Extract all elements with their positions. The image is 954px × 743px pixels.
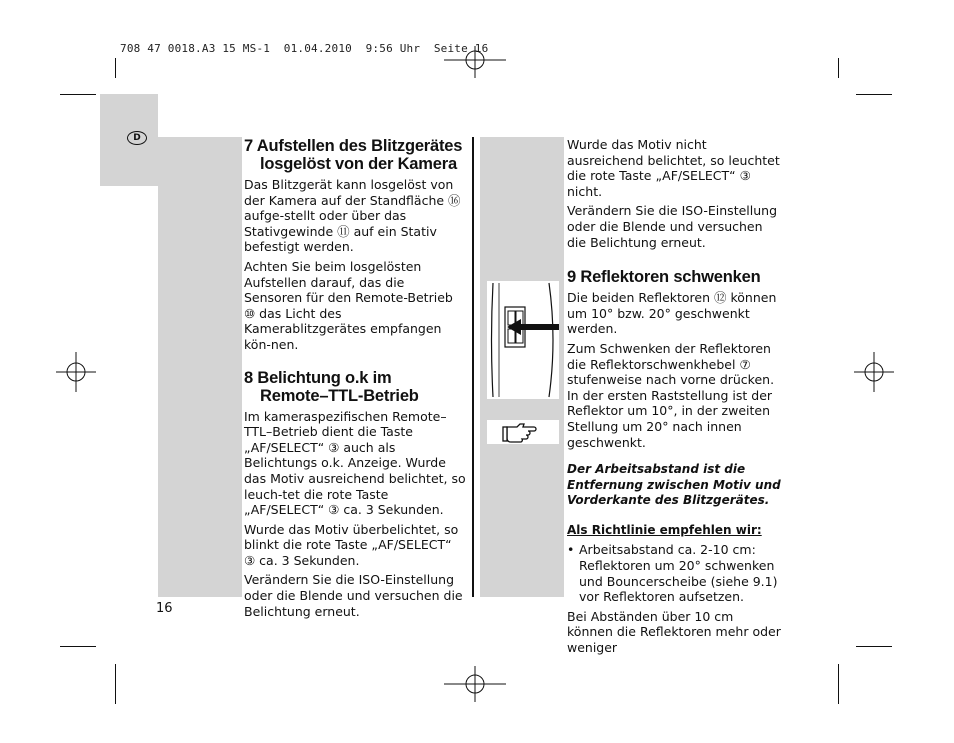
bullet-symbol: • xyxy=(567,542,575,558)
guideline-heading: Als Richtlinie empfehlen wir: xyxy=(567,522,762,537)
bullet-item xyxy=(567,542,783,604)
left-column xyxy=(244,137,466,623)
arrow-left-icon xyxy=(507,319,559,335)
section-9-title: 9 Reflektoren schwenken xyxy=(567,268,761,287)
reflector-figure xyxy=(487,281,559,399)
section-9-paragraph: Die beiden Reflektoren ⑫ können um 10° bzw. 20° geschwenkt werden. xyxy=(567,290,777,337)
section-9-paragraph: Zum Schwenken der Reflektoren die Reflektorschwenkhebel ⑦ stufenweise nach vorne drücken. In der ersten Raststellung ist der Reflektor um 10°, in der zweiten Stellung um 20° nach innen geschwenkt. xyxy=(567,340,775,450)
registration-mark-icon xyxy=(54,350,98,394)
registration-mark-icon xyxy=(440,664,510,704)
section-7-paragraph: Das Blitzgerät kann losgelöst von der Kamera auf der Standfläche ⑯ aufge-stellt oder über das Stativgewinde ⑪ auf ein Stativ befestigt werden. xyxy=(244,177,461,255)
section-9-paragraph: Bei Abständen über 10 cm können die Reflektoren mehr oder weniger xyxy=(567,608,781,656)
page-number: 16 xyxy=(156,601,173,616)
note-text: Der Arbeitsabstand ist die Entfernung zwischen Motiv und Vorderkante des Blitzgerätes. xyxy=(567,462,781,508)
section-7-title: 7 Aufstellen des Blitzgerätes losgelöst von der Kamera xyxy=(244,137,463,173)
registration-mark-icon xyxy=(440,44,510,80)
pointing-hand-icon xyxy=(487,420,559,444)
column-divider xyxy=(472,137,474,597)
note-indicator xyxy=(487,420,559,444)
registration-mark-icon xyxy=(852,350,896,394)
intro-paragraph: Verändern Sie die ISO-Einstellung oder die Blende und versuchen die Belichtung erneut. xyxy=(567,203,778,250)
language-badge: D xyxy=(127,131,147,145)
section-8-title: 8 Belichtung o.k im Remote–TTL-Betrieb xyxy=(244,368,419,405)
intro-paragraph: Wurde das Motiv nicht ausreichend belichtet, so leuchtet die rote Taste „AF/SELECT“ ③ nicht. xyxy=(567,137,780,199)
section-8-paragraph: Im kameraspezifischen Remote–TTL–Betrieb dient die Taste „AF/SELECT“ ③ auch als Belichtungs o.k. Anzeige. Wurde das Motiv ausreichend belichtet, so leuch-tet die rote Taste „AF/SELECT“ ③ ca. 3 Sekunden. xyxy=(244,408,466,518)
print-slug: 708 47 0018.A3 15 MS-1 01.04.2010 9:56 Uhr Seite 16 xyxy=(120,42,489,55)
section-7-paragraph: Achten Sie beim losgelösten Aufstellen darauf, das die Sensoren für den Remote-Betrieb ⑩ das Licht des Kamerablitzgerätes empfangen kön-nen. xyxy=(244,258,453,352)
section-8-paragraph: Verändern Sie die ISO-Einstellung oder die Blende und versuchen die Belichtung erneut. xyxy=(244,572,463,619)
right-column xyxy=(567,137,783,660)
left-gray-band xyxy=(158,137,242,597)
bullet-text: Arbeitsabstand ca. 2-10 cm: Reflektoren um 20° schwenken und Bouncerscheibe (siehe 9.1) vor Reflektoren aufsetzen. xyxy=(579,542,778,605)
section-8-paragraph: Wurde das Motiv überbelichtet, so blinkt die rote Taste „AF/SELECT“ ③ ca. 3 Sekunden. xyxy=(244,521,459,568)
